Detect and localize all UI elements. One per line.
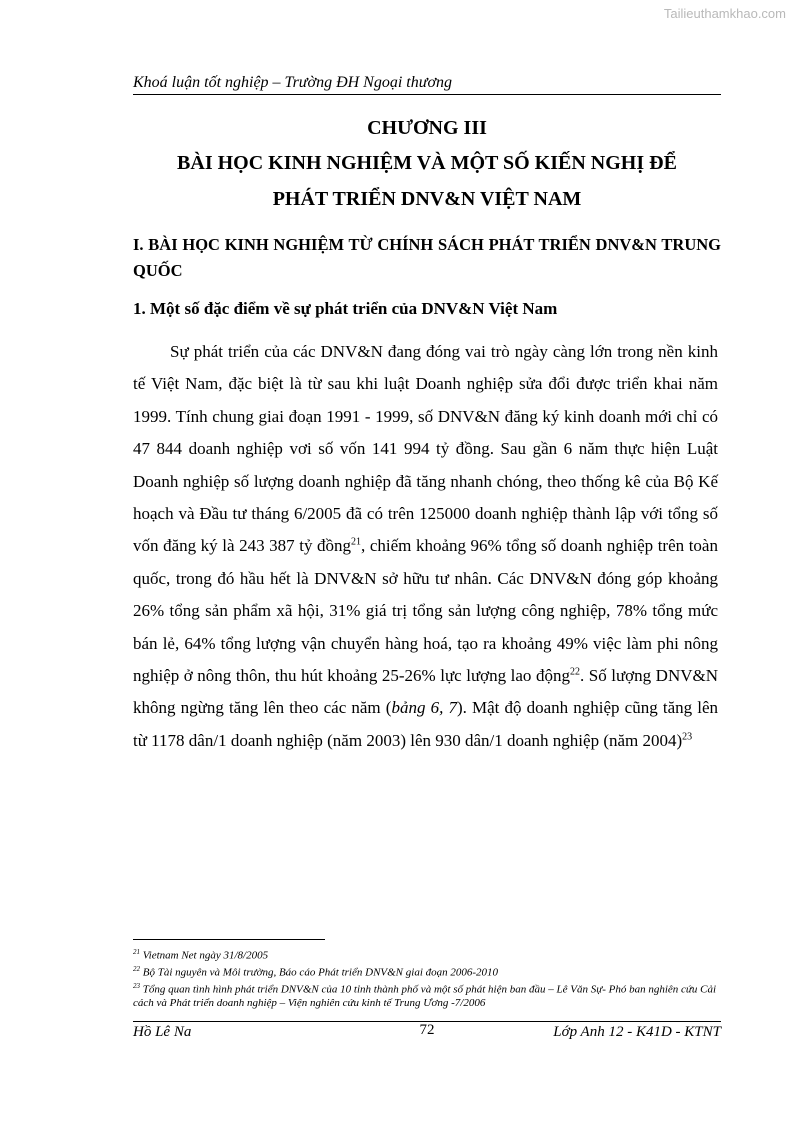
page-header: Khoá luận tốt nghiệp – Trường ĐH Ngoại thương <box>133 74 721 95</box>
footer-author: Hồ Lê Na <box>133 1024 192 1040</box>
page-footer <box>133 1021 721 1040</box>
chapter-number: CHƯƠNG III <box>367 117 487 139</box>
footnotes <box>133 946 723 1011</box>
footnote-ref-22: 22 <box>569 666 580 678</box>
footer-class: Lớp Anh 12 - K41D - KTNT <box>553 1024 721 1040</box>
body-paragraph <box>133 336 718 757</box>
chapter-title-line2: PHÁT TRIỂN DNV&N VIỆT NAM <box>272 188 582 210</box>
footnote-21: $^{21}$ Vietnam Net ngày 31/8/2005 <box>133 948 269 962</box>
watermark: Tailieuthamkhao.com <box>663 6 786 21</box>
footnote-22: $^{22}$ Bộ Tài nguyên và Môi trường, Báo cáo Phát triển DNV&N giai đoạn 2006-2010 <box>133 965 499 979</box>
footnote-ref-21: 21 <box>351 536 362 548</box>
paragraph-text-2: , chiếm khoảng 96% tổng số doanh nghiệp trên toàn quốc, trong đó hầu hết là DNV&N sở hữu tư nhân. Các DNV&N đóng góp khoảng 26% tổng sản phẩm xã hội, 31% giá trị tổng sản lượng công nghiệp, 78% tổng mức bán lẻ, 64% tổng lượng vận chuyển hàng hoá, tạo ra khoảng 49% việc làm phi nông nghiệp ở nông thôn, thu hút khoảng 25-26% lực lượng lao động <box>133 536 718 686</box>
paragraph-text-4: ). Mật độ doanh nghiệp cũng tăng lên từ 1178 dân/1 doanh nghiệp (năm 2003) lên 930 dân/1 doanh nghiệp (năm 2004) <box>133 698 718 750</box>
subsection-title: 1. Một số đặc điểm về sự phát triển của DNV&N Việt Nam <box>133 299 558 318</box>
chapter-title-line1: BÀI HỌC KINH NGHIỆM VÀ MỘT SỐ KIẾN NGHỊ ĐỂ <box>177 152 677 174</box>
section-title: I. BÀI HỌC KINH NGHIỆM TỪ CHÍNH SÁCH PHÁT TRIỂN DNV&N TRUNG QUỐC <box>133 235 721 280</box>
footnote-23: $^{23}$ Tổng quan tình hình phát triển DNV&N của 10 tỉnh thành phố và một số phát hiện ban đầu – Lê Văn Sự- Phó ban nghiên cứu Cải cách và Phát triển doanh nghiệp – Viện nghiên cứu kinh tế Trung Ương -7/2006 <box>133 982 717 1010</box>
page-number: 72 <box>419 1022 435 1038</box>
table-reference: bảng 6, 7 <box>391 698 457 718</box>
paragraph-text-3: . Số lượng DNV&N không ngừng tăng lên theo các năm ( <box>133 666 718 718</box>
footnote-divider <box>133 939 325 940</box>
footnote-ref-23: 23 <box>682 731 693 743</box>
paragraph-text-1: Sự phát triển của các DNV&N đang đóng vai trò ngày càng lớn trong nền kinh tế Việt Nam, đặc biệt là từ sau khi luật Doanh nghiệp sửa đổi được triển khai năm 1999. Tính chung giai đoạn 1991 - 1999, số DNV&N đăng ký kinh doanh mới chỉ có 47 844 doanh nghiệp vơi số vốn 141 994 tỷ đồng. Sau gần 6 năm thực hiện Luật Doanh nghiệp số lượng doanh nghiệp đã tăng nhanh chóng, theo thống kê của Bộ Kế hoạch và Đầu tư tháng 6/2005 đã có trên 125000 doanh nghiệp thành lập với tổng số vốn đăng ký là 243 387 tỷ đồng <box>133 342 718 556</box>
